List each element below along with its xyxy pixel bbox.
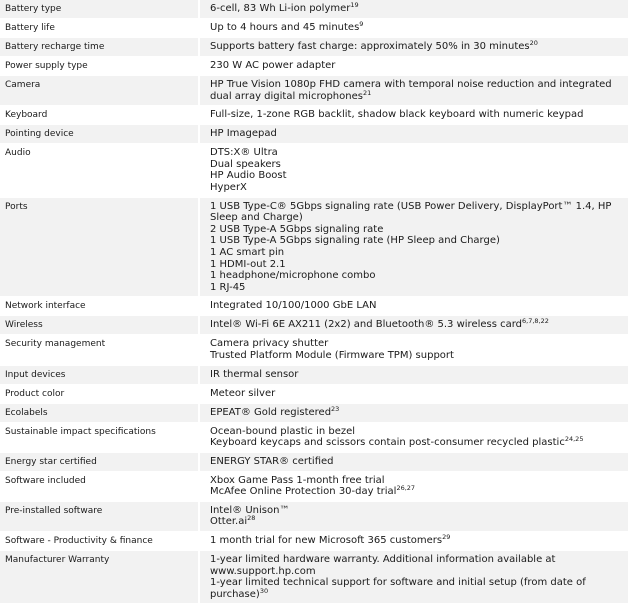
- spec-value-line: [210, 577, 622, 600]
- spec-value-text: 1 headphone/microphone combo: [210, 270, 376, 282]
- spec-value: [200, 502, 628, 531]
- spec-row: [0, 472, 628, 502]
- spec-label: Pointing device: [0, 125, 200, 143]
- footnote-ref: 30: [259, 586, 269, 595]
- spec-value-line: [210, 170, 622, 182]
- spec-value-line: [210, 350, 622, 362]
- spec-value: [200, 297, 628, 315]
- spec-value-line: [210, 22, 622, 34]
- spec-value-text: DTS:X® Ultra: [210, 147, 278, 159]
- spec-value-text: Intel® Wi-Fi 6E AX211 (2x2) and Bluetooth® 5.3 wireless card: [210, 319, 523, 331]
- footnote-ref: 26,27: [396, 484, 416, 493]
- spec-value: [200, 106, 628, 124]
- footnote-ref: 29: [442, 533, 451, 542]
- spec-value-text: 1 USB Type-A 5Gbps signaling rate (HP Sleep and Charge): [210, 235, 500, 247]
- spec-value-text: Integrated 10/100/1000 GbE LAN: [210, 300, 377, 312]
- spec-value-text: ENERGY STAR® certified: [210, 455, 334, 467]
- spec-value: [200, 144, 628, 196]
- spec-value-line: [210, 535, 622, 547]
- spec-value: [200, 125, 628, 143]
- spec-value-text: Keyboard keycaps and scissors contain post-consumer recycled plastic: [210, 437, 565, 449]
- spec-value-text: Xbox Game Pass 1-month free trial: [210, 474, 385, 486]
- footnote-ref: 20: [529, 39, 538, 47]
- spec-row: [0, 385, 628, 404]
- spec-value-text: 6-cell, 83 Wh Li-ion polymer: [210, 3, 351, 14]
- spec-value-line: [210, 3, 622, 15]
- spec-value: [200, 423, 628, 452]
- spec-row: [0, 125, 628, 144]
- spec-value-text: Full-size, 1-zone RGB backlit, shadow black keyboard with numeric keypad: [210, 109, 584, 121]
- spec-value: [200, 316, 628, 334]
- spec-value-text: Dual speakers: [210, 158, 281, 170]
- spec-row: [0, 144, 628, 197]
- spec-value: [200, 385, 628, 403]
- spec-value-line: [210, 79, 622, 102]
- spec-value-text: 2 USB Type-A 5Gbps signaling rate: [210, 223, 384, 235]
- spec-value: [200, 472, 628, 501]
- spec-value-text: HP Audio Boost: [210, 170, 287, 182]
- spec-value-line: [210, 259, 622, 271]
- spec-value-text: 1 HDMI-out 2.1: [210, 258, 286, 270]
- spec-value-text: HP Imagepad: [210, 128, 277, 140]
- spec-value-text: Trusted Platform Module (Firmware TPM) support: [210, 349, 454, 361]
- spec-value-line: [210, 456, 622, 468]
- spec-label: Software included: [0, 472, 200, 501]
- footnote-ref: 23: [331, 404, 340, 413]
- spec-row: [0, 551, 628, 604]
- spec-value-text: HP True Vision 1080p FHD camera with temporal noise reduction and integrated dual array digital microphones: [210, 79, 612, 102]
- spec-value: [200, 335, 628, 364]
- spec-value-line: [210, 282, 622, 294]
- spec-value-text: Ocean-bound plastic in bezel: [210, 425, 356, 437]
- spec-row: [0, 76, 628, 106]
- spec-label: Pre-installed software: [0, 502, 200, 531]
- spec-value-text: Supports battery fast charge: approximately 50% in 30 minutes: [210, 41, 530, 52]
- spec-value-line: [210, 338, 622, 350]
- spec-value-text: Camera privacy shutter: [210, 338, 329, 350]
- spec-value-text: 230 W AC power adapter: [210, 60, 336, 71]
- spec-label: Product color: [0, 385, 200, 403]
- spec-value-line: [210, 147, 622, 159]
- spec-value-line: [210, 554, 622, 577]
- spec-value-text: 1 RJ-45: [210, 281, 246, 293]
- spec-value-line: [210, 247, 622, 259]
- spec-value-line: [210, 201, 622, 224]
- spec-label: Ecolabels: [0, 404, 200, 422]
- spec-row: [0, 0, 628, 19]
- spec-value-line: [210, 182, 622, 194]
- spec-row: [0, 502, 628, 532]
- spec-value-line: [210, 369, 622, 381]
- spec-label: Manufacturer Warranty: [0, 551, 200, 603]
- spec-row: [0, 404, 628, 423]
- footnote-ref: 21: [362, 88, 372, 97]
- spec-row: [0, 335, 628, 365]
- spec-label: Power supply type: [0, 57, 200, 75]
- spec-row: [0, 106, 628, 125]
- spec-value-line: [210, 41, 622, 53]
- spec-label: Audio: [0, 144, 200, 196]
- spec-value: [200, 366, 628, 384]
- spec-row: [0, 366, 628, 385]
- spec-label: Input devices: [0, 366, 200, 384]
- spec-value-text: Up to 4 hours and 45 minutes: [210, 22, 360, 33]
- spec-label: Battery type: [0, 0, 200, 18]
- spec-value-line: [210, 300, 622, 312]
- spec-value: [200, 19, 628, 37]
- spec-label: Network interface: [0, 297, 200, 315]
- spec-value-line: [210, 404, 622, 419]
- spec-row: [0, 423, 628, 453]
- spec-label: Battery life: [0, 19, 200, 37]
- spec-value: [200, 532, 628, 550]
- spec-value: [200, 76, 628, 105]
- spec-value-line: [210, 224, 622, 236]
- footnote-ref: 6,7,8,22: [522, 317, 549, 326]
- spec-value-text: Otter.ai: [210, 516, 248, 528]
- spec-row: [0, 316, 628, 335]
- spec-value-line: [210, 475, 622, 487]
- spec-value-line: [210, 516, 622, 528]
- spec-value-text: Meteor silver: [210, 387, 276, 399]
- spec-value-line: [210, 437, 622, 449]
- spec-label: Sustainable impact specifications: [0, 423, 200, 452]
- spec-row: [0, 38, 628, 57]
- spec-label: Energy star certified: [0, 453, 200, 471]
- footnote-ref: 28: [247, 514, 256, 523]
- spec-label: Keyboard: [0, 106, 200, 124]
- footnote-ref: 19: [350, 1, 359, 9]
- spec-value: [200, 453, 628, 471]
- spec-row: [0, 19, 628, 38]
- spec-value-text: 1 month trial for new Microsoft 365 customers: [210, 535, 443, 547]
- spec-value-line: [210, 426, 622, 438]
- spec-row: [0, 532, 628, 551]
- spec-value-line: [210, 109, 622, 121]
- spec-label: Wireless: [0, 316, 200, 334]
- spec-value-line: [210, 128, 622, 140]
- spec-label: Camera: [0, 76, 200, 105]
- spec-value: [200, 57, 628, 75]
- spec-value: [200, 198, 628, 297]
- spec-label: Ports: [0, 198, 200, 297]
- spec-row: [0, 198, 628, 298]
- spec-value-text: IR thermal sensor: [210, 368, 299, 380]
- spec-value-line: [210, 388, 622, 400]
- spec-value-line: [210, 319, 622, 331]
- spec-value-text: 1-year limited hardware warranty. Additional information available at www.support.hp.com: [210, 554, 556, 577]
- spec-value: [200, 404, 628, 422]
- spec-value-line: [210, 159, 622, 171]
- spec-value-line: [210, 505, 622, 517]
- spec-value: [200, 0, 628, 18]
- spec-value: [200, 38, 628, 56]
- spec-value-line: [210, 60, 622, 72]
- spec-value-text: HyperX: [210, 181, 247, 193]
- spec-value-line: [210, 486, 622, 498]
- spec-value-text: EPEAT® Gold registered: [210, 406, 332, 418]
- spec-label: Software - Productivity & finance: [0, 532, 200, 550]
- spec-row: [0, 453, 628, 472]
- footnote-ref: 24,25: [564, 435, 584, 444]
- spec-value-text: 1 USB Type-C® 5Gbps signaling rate (USB Power Delivery, DisplayPort™ 1.4, HP Sleep and Charge): [210, 200, 612, 224]
- spec-value-text: 1-year limited technical support for software and initial setup (from date of purchase): [210, 577, 586, 600]
- spec-value-text: 1 AC smart pin: [210, 246, 285, 258]
- spec-value-line: [210, 235, 622, 247]
- spec-value-line: [210, 270, 622, 282]
- spec-label: Security management: [0, 335, 200, 364]
- spec-value-text: Intel® Unison™: [210, 504, 290, 516]
- spec-row: [0, 57, 628, 76]
- spec-value: [200, 551, 628, 603]
- spec-row: [0, 297, 628, 316]
- footnote-ref: 9: [359, 20, 364, 28]
- spec-value-text: McAfee Online Protection 30-day trial: [210, 486, 397, 498]
- spec-label: Battery recharge time: [0, 38, 200, 56]
